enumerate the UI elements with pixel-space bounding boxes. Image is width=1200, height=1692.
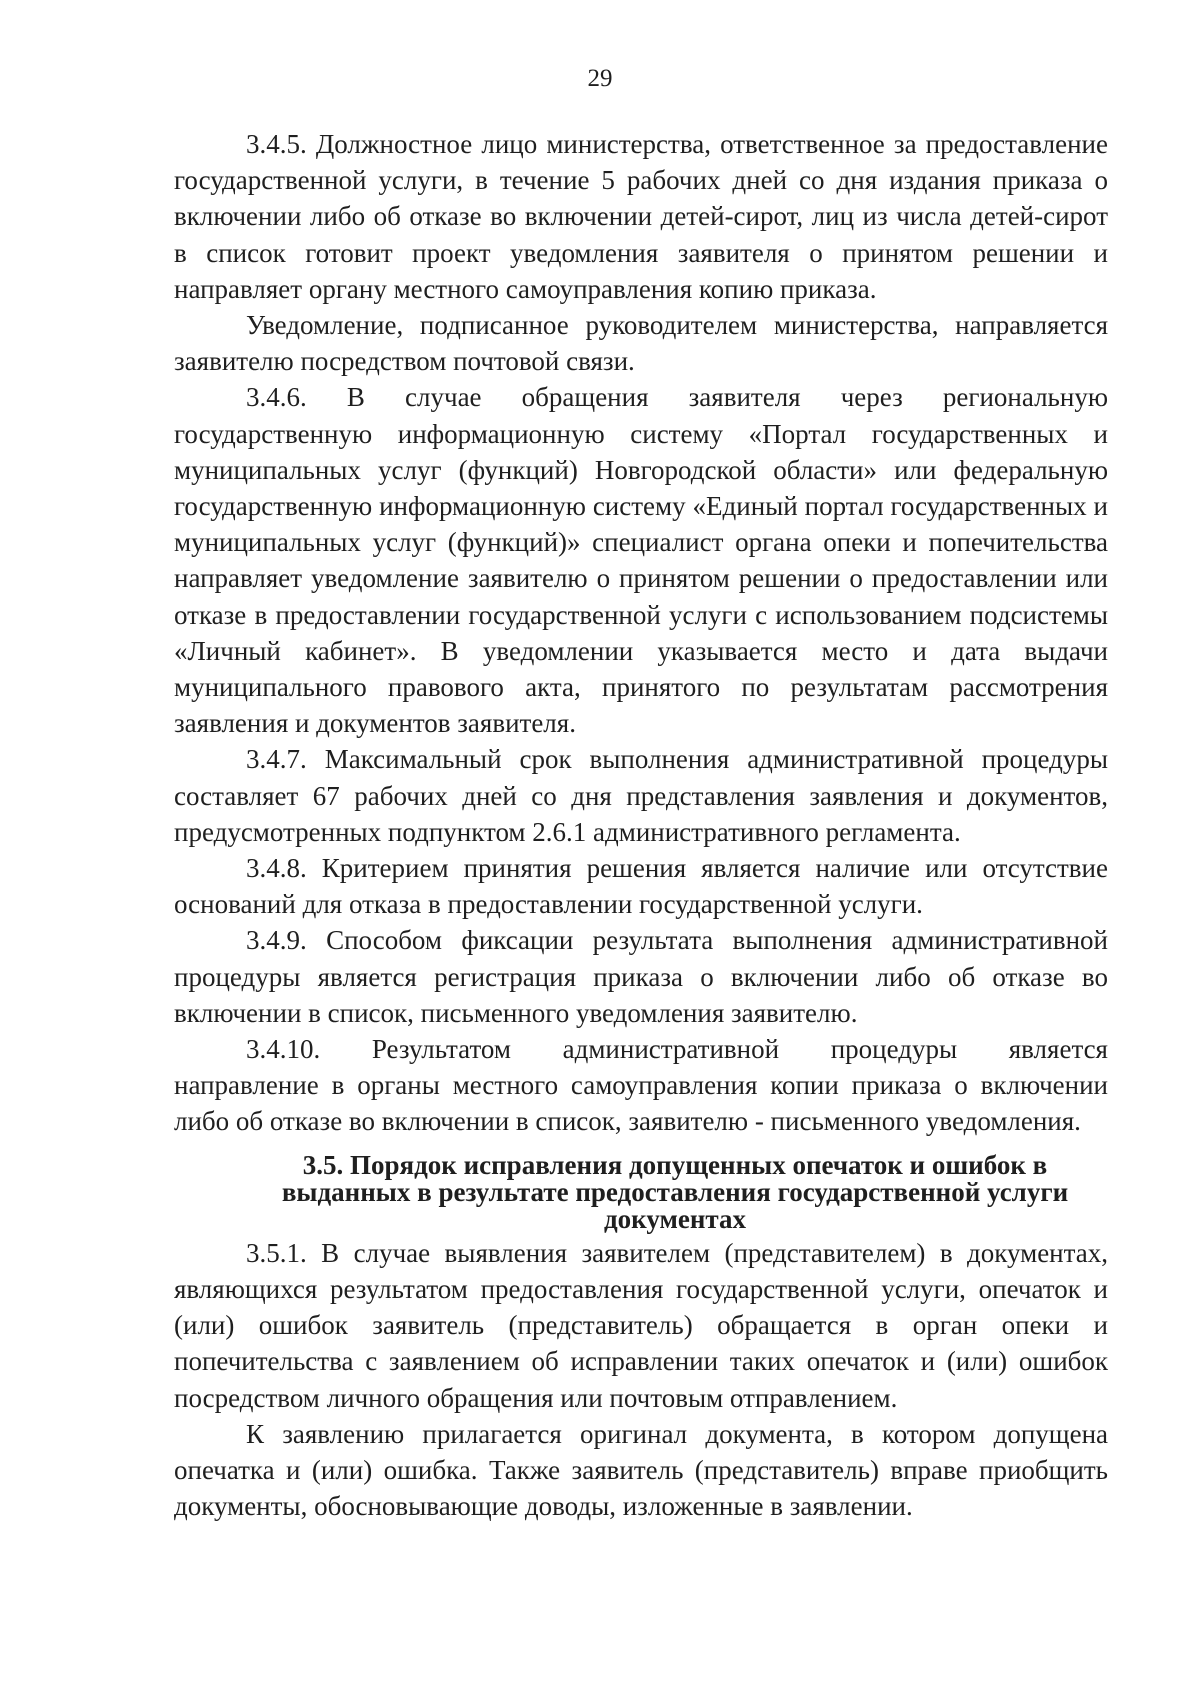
paragraph-3-4-8: 3.4.8. Критерием принятия решения является наличие или отсутствие оснований для отказа в предоставлении государственной услуги. — [174, 853, 1108, 920]
paragraph-3-4-10 — [174, 1031, 1108, 1140]
word: административной — [562, 1034, 780, 1065]
page-number: 29 — [587, 65, 613, 92]
heading-line: 3.5. Порядок исправления допущенных опечаток и ошибок в — [302, 1149, 1048, 1180]
paragraph-notice-delivery: Уведомление, подписанное руководителем министерства, направляется заявителю посредством почтовой связи. — [174, 310, 1108, 377]
heading-line: выданных в результате предоставления государственной услуги — [281, 1176, 1069, 1207]
paragraph-attachment: К заявлению прилагается оригинал документа, в котором допущена опечатка и (или) ошибка. Также заявитель (представитель) вправе приобщить документы, обосновывающие доводы, изложенные в заявлении. — [174, 1418, 1108, 1522]
heading-line: документах — [603, 1203, 746, 1234]
paragraph-3-4-9: 3.4.9. Способом фиксации результата выполнения административной процедуры является регистрация приказа о включении либо об отказе во включении в список, письменного уведомления заявителю. — [174, 925, 1108, 1028]
word: является — [1008, 1034, 1108, 1065]
word: 3.4.10. — [246, 1034, 321, 1065]
section-heading-3-5 — [174, 1149, 1108, 1234]
paragraph-3-5-1: 3.5.1. В случае выявления заявителем (представителем) в документах, являющихся результатом предоставления государственной услуги, опечаток и (или) ошибок заявитель (представитель) обращается в орган опеки и попечительства с заявлением об исправлении таких опечаток и (или) ошибок посредством личного обращения или почтовым отправлением. — [174, 1237, 1108, 1413]
paragraph-3-4-10-continuation: направление в органы местного самоуправления копии приказа о включении либо об отказе во включении в список, заявителю - письменного уведомления. — [174, 1070, 1108, 1137]
paragraph-3-4-10-first-line — [174, 1031, 1108, 1067]
paragraph-3-4-5: 3.4.5. Должностное лицо министерства, ответственное за предоставление государственной услуги, в течение 5 рабочих дней со дня издания приказа о включении либо об отказе во включении детей-сирот, лиц из числа детей-сирот в список готовит проект уведомления заявителя о принятом решении и направляет органу местного самоуправления копию приказа. — [174, 129, 1108, 304]
document-body — [174, 126, 1108, 1524]
word: процедуры — [830, 1034, 958, 1065]
word: Результатом — [371, 1034, 511, 1065]
paragraph-3-4-7: 3.4.7. Максимальный срок выполнения административной процедуры составляет 67 рабочих дней со дня представления заявления и документов, предусмотренных подпунктом 2.6.1 административного регламента. — [174, 744, 1108, 847]
paragraph-3-4-6: 3.4.6. В случае обращения заявителя через региональную государственную информационную систему «Портал государственных и муниципальных услуг (функций) Новгородской области» или федеральную государственную информационную систему «Единый портал государственных и муниципальных услуг (функций)» специалист органа опеки и попечительства направляет уведомление заявителю о принятом решении о предоставлении или отказе в предоставлении государственной услуги с использованием подсистемы «Личный кабинет». В уведомлении указывается место и дата выдачи муниципального правового акта, принятого по результатам рассмотрения заявления и документов заявителя. — [174, 382, 1108, 739]
